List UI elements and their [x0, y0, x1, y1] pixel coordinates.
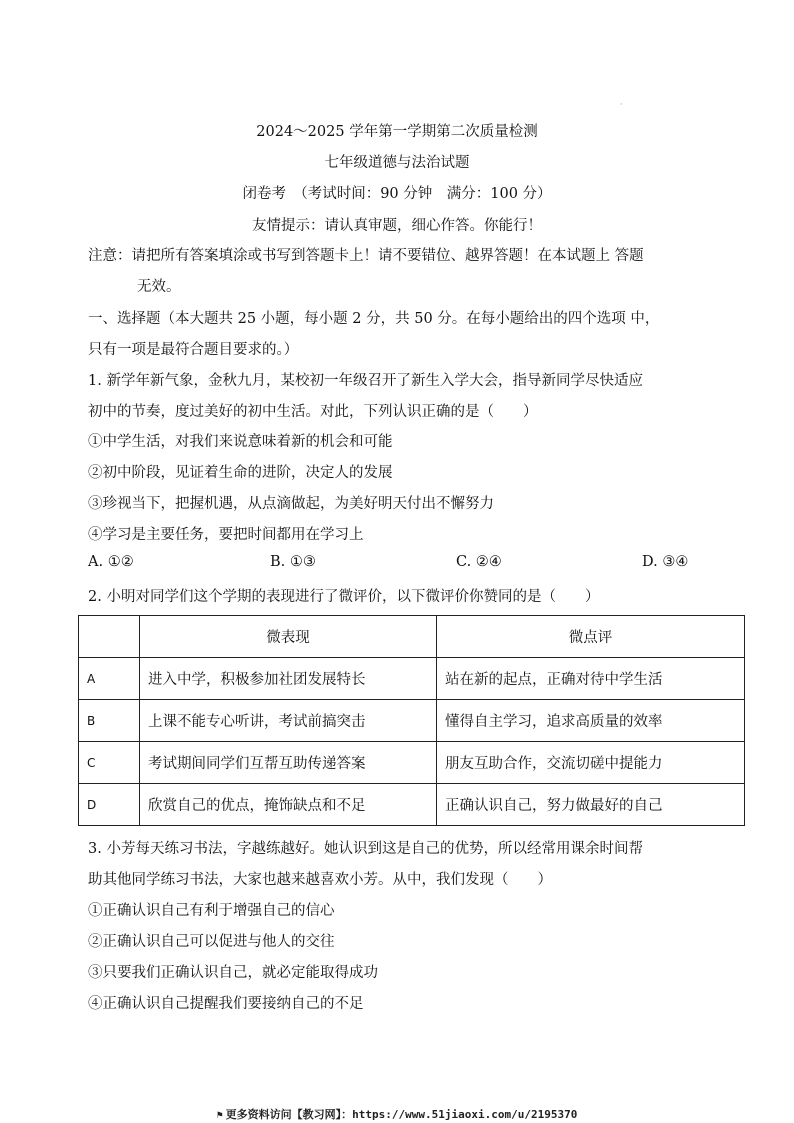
- q1-option-c: C. ②④: [456, 554, 502, 570]
- table-header-cell: [79, 616, 140, 658]
- notice-line-1: 注意：请把所有答案填涂或书写到答题卡上！请不要错位、越界答题！在本试题上 答题: [88, 248, 644, 264]
- table-cell-key: B: [79, 700, 140, 742]
- q1-item: ②初中阶段，见证着生命的进阶，决定人的发展: [88, 465, 393, 481]
- q1-item: ①中学生活，对我们来说意味着新的机会和可能: [88, 434, 393, 450]
- q2-stem: 2. 小明对同学们这个学期的表现进行了微评价，以下微评价你赞同的是（ ）: [88, 589, 600, 605]
- q2-evaluation-table: [78, 615, 745, 826]
- q3-item: ①正确认识自己有利于增强自己的信心: [88, 903, 335, 919]
- table-header-row: [79, 616, 745, 658]
- q1-item: ③珍视当下，把握机遇，从点滴做起，为美好明天付出不懈努力: [88, 496, 494, 512]
- q1-stem-line-2: 初中的节奏，度过美好的初中生活。对此，下列认识正确的是（ ）: [88, 404, 538, 420]
- q1-stem-line-1: 1. 新学年新气象，金秋九月，某校初一年级召开了新生入学大会，指导新同学尽快适应: [88, 373, 643, 389]
- exam-title: 2024～2025 学年第一学期第二次质量检测: [256, 124, 538, 140]
- table-header-cell: 微表现: [140, 616, 437, 658]
- q1-option-a: A. ①②: [88, 554, 134, 570]
- table-row: [79, 700, 745, 742]
- table-cell-key: D: [79, 784, 140, 826]
- q3-item: ③只要我们正确认识自己，就必定能取得成功: [88, 965, 378, 981]
- table-cell: 进入中学，积极参加社团发展特长: [140, 658, 437, 700]
- q3-item: ④正确认识自己提醒我们要接纳自己的不足: [88, 996, 364, 1012]
- flag-icon: ⚑: [216, 1110, 223, 1121]
- footer-link[interactable]: [0, 1106, 794, 1122]
- table-cell: 欣赏自己的优点，掩饰缺点和不足: [140, 784, 437, 826]
- table-row: [79, 658, 745, 700]
- table-cell: 上课不能专心听讲，考试前搞突击: [140, 700, 437, 742]
- table-row: [79, 742, 745, 784]
- q1-item: ④学习是主要任务，要把时间都用在学习上: [88, 527, 364, 543]
- q3-item: ②正确认识自己可以促进与他人的交往: [88, 934, 335, 950]
- q3-stem-line-2: 助其他同学练习书法，大家也越来越喜欢小芳。从中，我们发现（ ）: [88, 872, 552, 888]
- section-heading-line-1: 一、选择题（本大题共 25 小题，每小题 2 分，共 50 分。在每小题给出的四个选项 中，: [88, 311, 660, 327]
- table-cell: 考试期间同学们互帮互助传递答案: [140, 742, 437, 784]
- friendly-tip: 友情提示：请认真审题，细心作答。你能行！: [252, 218, 542, 234]
- table-header-cell: 微点评: [437, 616, 745, 658]
- section-heading-line-2: 只有一项是最符合题目要求的。）: [88, 342, 299, 358]
- exam-info: 闭卷考 （考试时间：90 分钟 满分：100 分）: [242, 186, 552, 202]
- q1-option-b: B. ①③: [270, 554, 316, 570]
- table-cell-key: C: [79, 742, 140, 784]
- q3-stem-line-1: 3. 小芳每天练习书法，字越练越好。她认识到这是自己的优势，所以经常用课余时间帮: [88, 841, 643, 857]
- exam-subtitle: 七年级道德与法治试题: [324, 155, 470, 171]
- table-cell: 懂得自主学习，追求高质量的效率: [437, 700, 745, 742]
- table-row: [79, 784, 745, 826]
- footer-text[interactable]: 更多资料访问【教习网】：https://www.51jiaoxi.com/u/2195370: [225, 1108, 578, 1121]
- table-cell: 站在新的起点，正确对待中学生活: [437, 658, 745, 700]
- table-cell: 正确认识自己，努力做最好的自己: [437, 784, 745, 826]
- table-cell-key: A: [79, 658, 140, 700]
- decorative-dot: ·: [620, 100, 623, 109]
- table-cell: 朋友互助合作，交流切磋中提能力: [437, 742, 745, 784]
- notice-line-2: 无效。: [137, 279, 181, 295]
- q1-option-d: D. ③④: [642, 554, 689, 570]
